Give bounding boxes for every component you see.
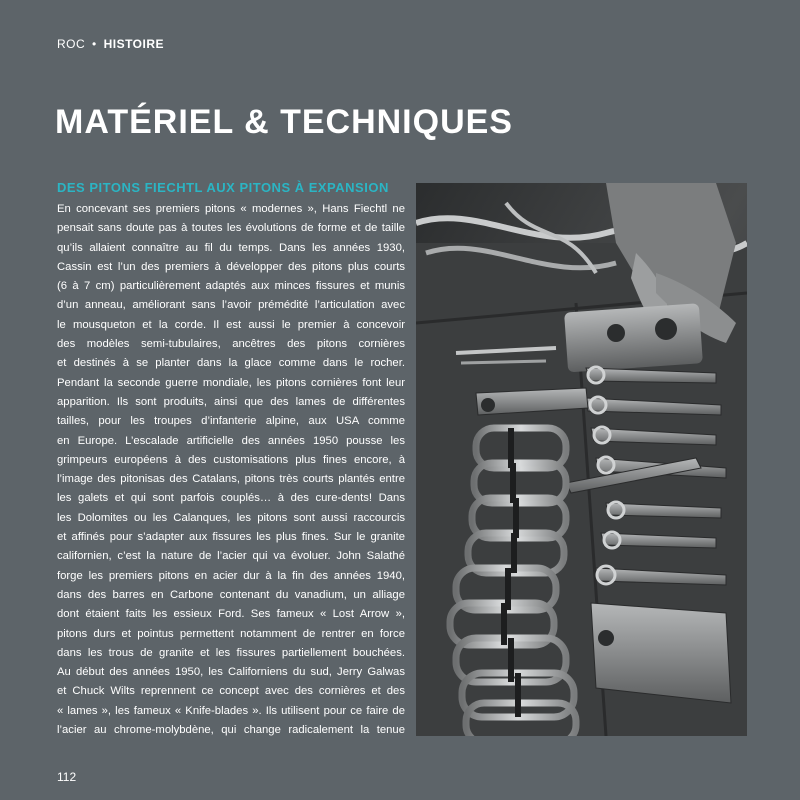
- body-line: et Chuck Wilts reprennent ce concept avec des cornières et des: [57, 685, 405, 698]
- body-line: Au début des années 1950, les Californiens du sud, Jerry Galwas: [57, 666, 405, 679]
- body-line: californien, c’est la nature de l’acier qui va évoluer. John Salathé: [57, 550, 405, 563]
- bullet-separator: •: [92, 37, 97, 51]
- body-line: et affinés pour s’adapter aux fissures les plus fines. Sur le granite: [57, 531, 405, 544]
- body-line: dans les trous de granite et les fissures partiellement bouchées.: [57, 646, 405, 659]
- body-line: les Dolomites ou les Calanques, les pitons sont aussi raccourcis: [57, 511, 405, 524]
- body-line: Pendant la seconde guerre mondiale, les pitons cornières font leur: [57, 376, 405, 389]
- body-line: qu’ils allaient connaître au fil du temps. Dans les années 1930,: [57, 241, 405, 254]
- section-name: HISTOIRE: [103, 37, 165, 51]
- page-number: 112: [57, 770, 77, 784]
- body-line: tailles, pour les troupes d’infanterie alpine, aux USA comme: [57, 415, 405, 428]
- body-line: l’image des pitonisas des Catalans, pitons très courts plantés entre: [57, 473, 405, 486]
- article-subtitle: DES PITONS FIECHTL AUX PITONS À EXPANSION: [57, 180, 389, 195]
- body-line: pitons durs et pointus permettent notamment de rentrer en force: [57, 627, 405, 640]
- body-line: « lames », les fameux « Knife-blades ». Ils utilisent pour ce faire de: [57, 704, 405, 717]
- article-body: [57, 200, 405, 740]
- body-line: dans des barres en Carbone contenant du vanadium, un alliage: [57, 588, 405, 601]
- body-line: en Europe. L’escalade artificielle des années 1950 pousse les: [57, 434, 405, 447]
- body-line: d’un anneau, améliorant sans l’avoir prémédité l’articulation avec: [57, 299, 405, 312]
- climbing-gear-photo: [416, 183, 747, 736]
- publication-name: ROC: [57, 37, 86, 51]
- article-title: MATÉRIEL & TECHNIQUES: [55, 103, 513, 141]
- body-line: et destinés à se planter dans la glace comme dans le rocher.: [57, 357, 405, 370]
- body-line: des modèles semi-tubulaires, ancêtres des pitons cornières: [57, 338, 405, 351]
- body-line: En concevant ses premiers pitons « modernes », Hans Fiechtl ne: [57, 203, 405, 215]
- body-line: dont étaient faits les essieux Ford. Ses fameux « Lost Arrow »,: [57, 608, 405, 621]
- body-line: les galets et qui sont parfois couplés… à des cure-dents! Dans: [57, 492, 405, 505]
- body-line: Cassin est l’un des premiers à développer des pitons plus courts: [57, 260, 405, 273]
- body-line: apparition. Ils sont produits, ainsi que des lames de différentes: [57, 395, 405, 408]
- body-line: l’acier au chrome-molybdène, qui change radicalement la tenue: [57, 724, 405, 737]
- body-line: pensait sans doute pas à toutes les évolutions de forme et de taille: [57, 222, 405, 235]
- running-head: [57, 37, 164, 51]
- body-line: le mousqueton et la corde. Il est aussi le premier à concevoir: [57, 318, 405, 331]
- body-line: forge les premiers pitons en acier dur à la fin des années 1940,: [57, 569, 405, 582]
- body-line: grimpeurs européens à des customisations plus fines encore, à: [57, 453, 405, 466]
- body-line: (6 à 7 cm) particulièrement adaptés aux minces fissures et munis: [57, 280, 405, 293]
